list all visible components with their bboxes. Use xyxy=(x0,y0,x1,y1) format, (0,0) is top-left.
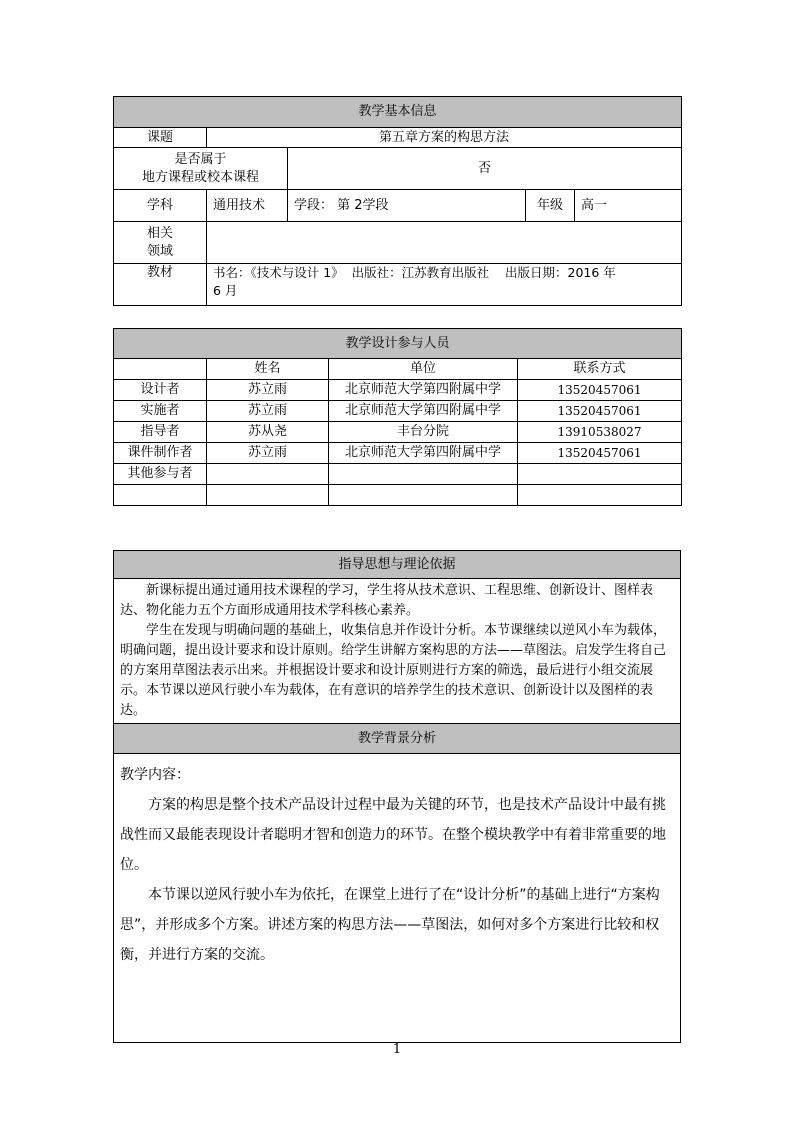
local-course-label-line2: 地方课程或校本课程 xyxy=(141,169,259,185)
guidance-paragraph: 新课标提出通过通用技术课程的学习，学生将从技术意识、工程思维、创新设计、图样表达、物化能力五个方面形成通用技术学科核心素养。 xyxy=(120,583,654,618)
contact-cell: 13520457061 xyxy=(518,401,682,422)
empty-cell xyxy=(114,485,207,506)
textbook-value-line1: 书名：《技术与设计 1》 出版社：江苏教育出版社 出版日期：2016 年 xyxy=(213,265,616,280)
column-header-unit: 单位 xyxy=(329,359,518,380)
name-cell: 苏从尧 xyxy=(207,422,329,443)
table-row xyxy=(114,464,682,485)
empty-cell xyxy=(329,485,518,506)
name-cell: 苏立雨 xyxy=(207,380,329,401)
table-row xyxy=(114,422,682,443)
local-course-label xyxy=(114,148,288,190)
table-row xyxy=(114,443,682,464)
participants-table xyxy=(113,328,682,506)
guidance-header: 指导思想与理论依据 xyxy=(114,551,681,579)
background-header: 教学背景分析 xyxy=(114,724,681,754)
name-cell: 苏立雨 xyxy=(207,401,329,422)
local-course-value: 否 xyxy=(288,148,682,190)
role-cell: 设计者 xyxy=(114,380,207,401)
empty-cell xyxy=(207,485,329,506)
contact-cell: 13520457061 xyxy=(518,443,682,464)
stage-value: 第 2学段 xyxy=(337,197,389,213)
background-paragraph: 本节课以逆风行驶小车为依托，在课堂上进行了在“设计分析”的基础上进行“方案构思”，并形成多个方案。讲述方案的构思方法——草图法，如何对多个方案进行比较和权衡，并进行方案的交流。 xyxy=(120,887,660,963)
related-label xyxy=(114,222,207,264)
role-cell: 指导者 xyxy=(114,422,207,443)
table-row xyxy=(114,380,682,401)
basic-info-table xyxy=(113,96,682,306)
grade-value: 高一 xyxy=(575,190,682,222)
contact-cell: 13520457061 xyxy=(518,380,682,401)
role-cell: 实施者 xyxy=(114,401,207,422)
unit-cell: 北京师范大学第四附属中学 xyxy=(329,380,518,401)
analysis-table xyxy=(113,550,681,1043)
name-cell: 苏立雨 xyxy=(207,443,329,464)
unit-cell: 丰台分院 xyxy=(329,422,518,443)
table-row xyxy=(114,485,682,506)
background-paragraph: 方案的构思是整个技术产品设计过程中最为关键的环节，也是技术产品设计中最有挑战性而又最能表现设计者聪明才智和创造力的环节。在整个模块教学中有着非常重要的地位。 xyxy=(120,797,666,873)
related-value xyxy=(207,222,682,264)
grade-label: 年级 xyxy=(526,190,575,222)
topic-label: 课题 xyxy=(114,128,207,148)
textbook-value xyxy=(207,264,682,306)
local-course-label-line1: 是否属于 xyxy=(174,151,227,167)
topic-value: 第五章方案的构思方法 xyxy=(207,128,682,148)
page-number: 1 xyxy=(392,1042,402,1057)
contact-cell xyxy=(518,464,682,485)
guidance-paragraph: 学生在发现与明确问题的基础上，收集信息并作设计分析。本节课继续以逆风小车为载体，明确问题，提出设计要求和设计原则。给学生讲解方案构思的方法——草图法。启发学生将自己的方案用草图法表示出来。并根据设计要求和设计原则进行方案的筛选，最后进行小组交流展示。本节课以逆风行驶小车为载体，在有意识的培养学生的技术意识、创新设计以及图样的表达。 xyxy=(120,623,667,718)
subject-label: 学科 xyxy=(114,190,207,222)
table-row xyxy=(114,401,682,422)
participants-header-empty xyxy=(114,359,207,380)
name-cell xyxy=(207,464,329,485)
related-label-line2: 领域 xyxy=(146,243,173,259)
content-label: 教学内容： xyxy=(120,767,190,783)
unit-cell xyxy=(329,464,518,485)
role-cell: 课件制作者 xyxy=(114,443,207,464)
stage-label: 学段： xyxy=(294,197,334,213)
contact-cell: 13910538027 xyxy=(518,422,682,443)
empty-cell xyxy=(518,485,682,506)
guidance-body xyxy=(114,579,681,724)
basic-info-header: 教学基本信息 xyxy=(114,97,682,128)
unit-cell: 北京师范大学第四附属中学 xyxy=(329,443,518,464)
role-cell: 其他参与者 xyxy=(114,464,207,485)
participants-header: 教学设计参与人员 xyxy=(114,329,682,359)
textbook-label: 教材 xyxy=(114,264,207,306)
background-body xyxy=(114,754,681,1043)
subject-value: 通用技术 xyxy=(207,190,288,222)
unit-cell: 北京师范大学第四附属中学 xyxy=(329,401,518,422)
column-header-contact: 联系方式 xyxy=(518,359,682,380)
stage-cell xyxy=(288,190,526,222)
textbook-value-line2: 6 月 xyxy=(213,283,238,298)
related-label-line1: 相关 xyxy=(146,225,173,241)
column-header-name: 姓名 xyxy=(207,359,329,380)
